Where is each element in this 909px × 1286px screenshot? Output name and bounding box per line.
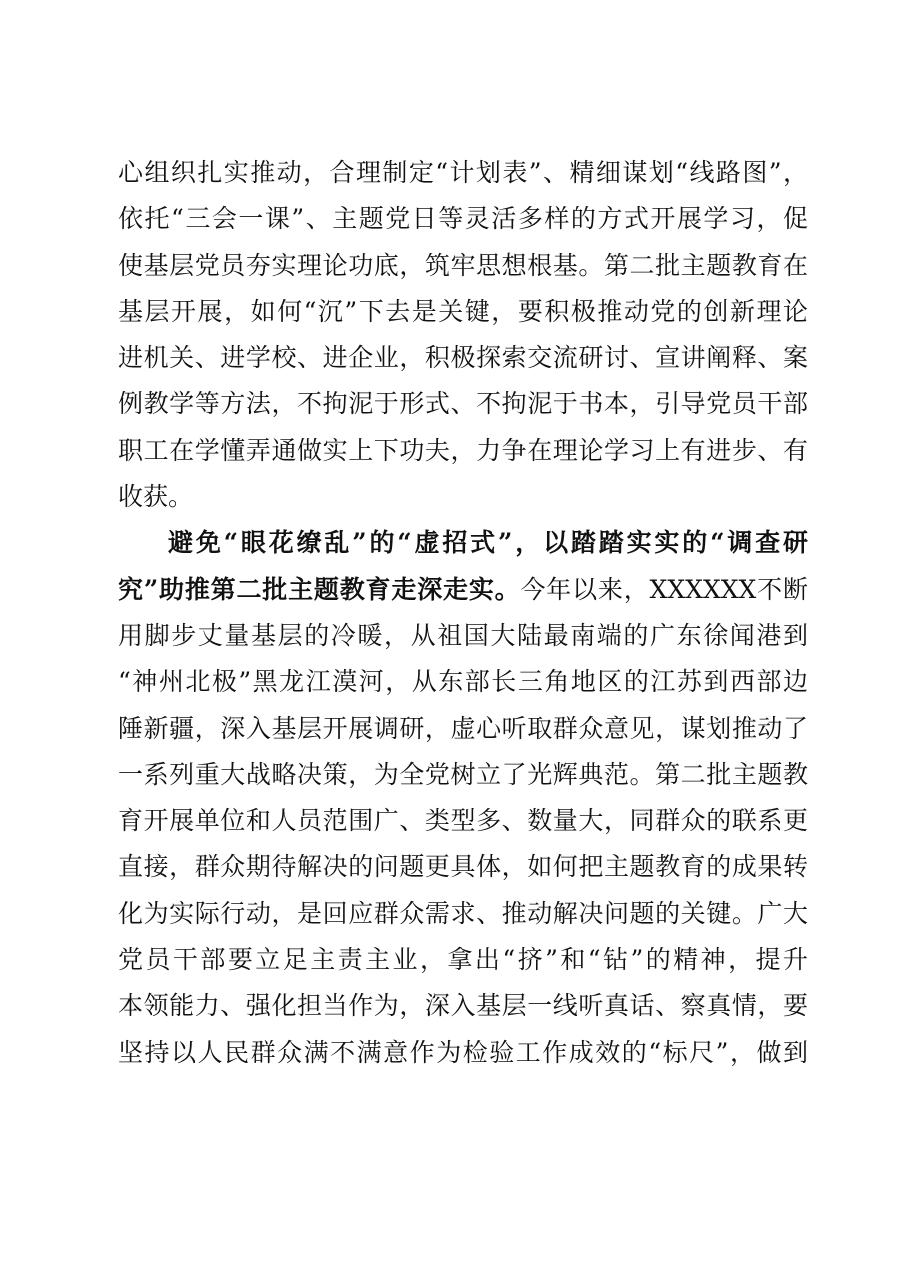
text-line: 育开展单位和人员范围广、类型多、数量大，同群众的联系更	[118, 806, 808, 836]
text-line: 化为实际行动，是回应群众需求、推动解决问题的关键。广大	[118, 898, 808, 928]
text-line: 使基层党员夯实理论功底，筑牢思想根基。第二批主题教育在	[118, 250, 808, 280]
text-line: 直接，群众期待解决的问题更具体，如何把主题教育的成果转	[118, 852, 808, 882]
text-line: “神州北极”黑龙江漠河，从东部长三角地区的江苏到西部边	[118, 667, 808, 697]
paragraph-2	[118, 520, 808, 1076]
text-line: 陲新疆，深入基层开展调研，虚心听取群众意见，谋划推动了	[118, 713, 808, 743]
text-line: 基层开展，如何“沉”下去是关键，要积极推动党的创新理论	[118, 296, 808, 326]
document-body	[118, 150, 808, 1076]
text-line: 心组织扎实推动，合理制定“计划表”、精细谋划“线路图”，	[118, 158, 808, 187]
text-line: 一系列重大战略决策，为全党树立了光辉典范。第二批主题教	[118, 759, 808, 789]
text-line: 职工在学懂弄通做实上下功夫，力争在理论学习上有进步、有	[118, 435, 808, 465]
text-line: 进机关、进学校、进企业，积极探索交流研讨、宣讲阐释、案	[118, 343, 808, 373]
text-line: 本领能力、强化担当作为，深入基层一线听真话、察真情，要	[118, 991, 808, 1021]
text-line: 用脚步丈量基层的冷暖，从祖国大陆最南端的广东徐闻港到	[118, 620, 808, 650]
text-line: 坚持以人民群众满不满意作为检验工作成效的“标尺”，做到	[118, 1037, 808, 1067]
paragraph-text-start: 今年以来，XXXXXX不断	[520, 574, 808, 604]
mixed-line	[118, 567, 808, 613]
paragraph-heading-line: 避免“眼花缭乱”的“虚招式”，以踏踏实实的“调查研	[168, 528, 808, 558]
text-line: 例教学等方法，不拘泥于形式、不拘泥于书本，引导党员干部	[118, 389, 808, 419]
paragraph-1	[118, 150, 808, 520]
paragraph-heading-end: 究”助推第二批主题教育走深走实。	[118, 574, 521, 604]
text-line: 依托“三会一课”、主题党日等灵活多样的方式开展学习，促	[118, 204, 808, 234]
text-line: 收获。	[118, 482, 194, 512]
text-line: 党员干部要立足主责主业，拿出“挤”和“钻”的精神，提升	[118, 945, 808, 975]
